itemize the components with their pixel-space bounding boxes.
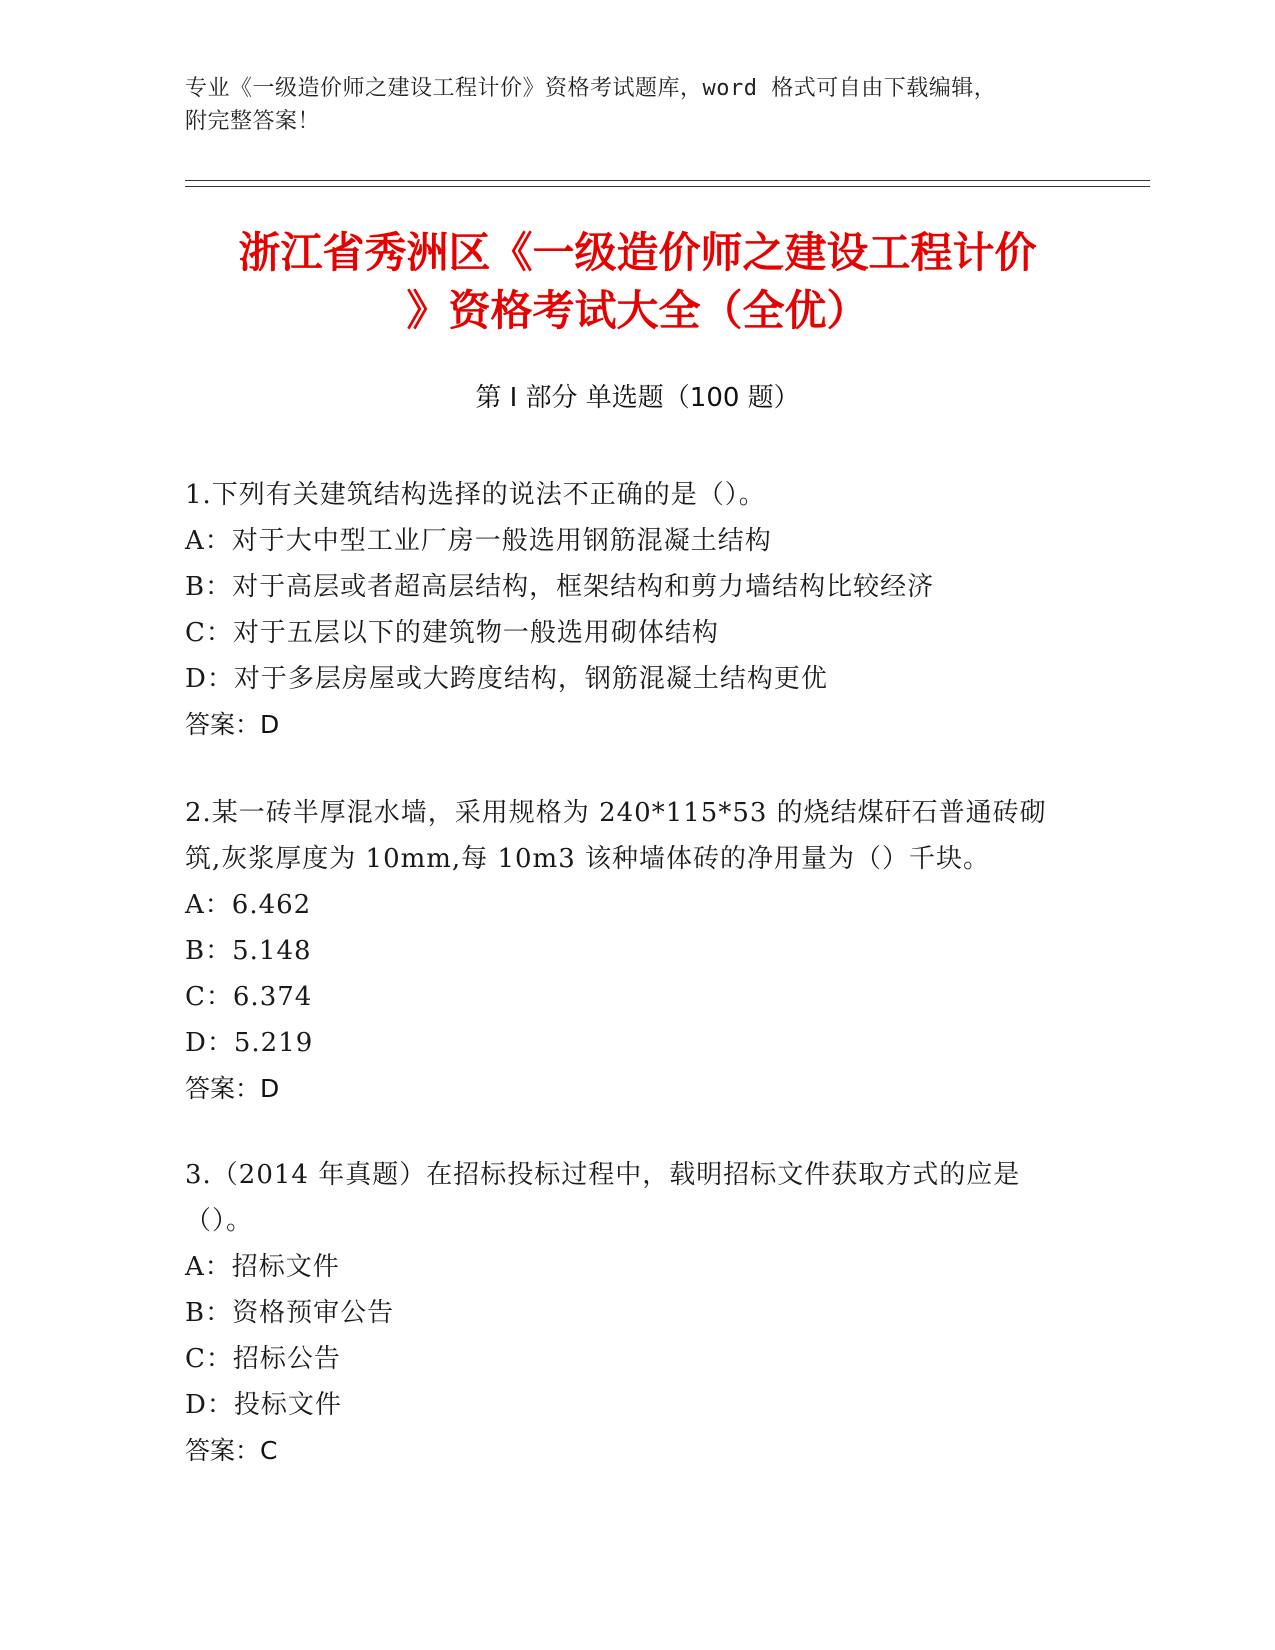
- section-title: 第 I 部分 单选题（100 题）: [475, 383, 800, 413]
- document-title-line: 》资格考试大全（全优）: [406, 286, 869, 335]
- document-title-line: 浙江省秀洲区《一级造价师之建设工程计价: [238, 228, 1037, 277]
- header-note-line: 附完整答案！: [185, 109, 321, 134]
- question-stem: 1.下列有关建筑结构选择的说法不正确的是（）。: [185, 480, 766, 510]
- question-block: [185, 472, 1105, 748]
- option-a: A：招标文件: [185, 1252, 340, 1282]
- option-c: C：招标公告: [185, 1344, 341, 1374]
- answer-text: 答案：D: [185, 710, 280, 739]
- option-c: C：对于五层以下的建筑物一般选用砌体结构: [185, 618, 719, 648]
- option-d: D：对于多层房屋或大跨度结构，钢筋混凝土结构更优: [185, 664, 828, 694]
- option-c: C：6.374: [185, 982, 313, 1012]
- header-note: [185, 72, 1085, 138]
- answer-text: 答案：C: [185, 1436, 278, 1465]
- option-b: B：5.148: [185, 936, 312, 966]
- option-a: A：6.462: [185, 890, 312, 920]
- divider-line: [185, 186, 1150, 187]
- question-stem: （）。: [185, 1206, 254, 1236]
- question-block: [185, 1152, 1105, 1474]
- option-d: D：5.219: [185, 1028, 314, 1058]
- question-stem: 筑,灰浆厚度为 10mm,每 10m3 该种墙体砖的净用量为（）千块。: [185, 844, 990, 874]
- question-stem: 3.（2014 年真题）在招标投标过程中，载明招标文件获取方式的应是: [185, 1160, 1021, 1190]
- question-stem: 2.某一砖半厚混水墙，采用规格为 240*115*53 的烧结煤矸石普通砖砌: [185, 798, 1047, 828]
- divider-line: [185, 180, 1150, 181]
- option-b: B：资格预审公告: [185, 1298, 395, 1328]
- header-note-line: 专业《一级造价师之建设工程计价》资格考试题库，word 格式可自由下载编辑，: [185, 76, 997, 101]
- option-b: B：对于高层或者超高层结构，框架结构和剪力墙结构比较经济: [185, 572, 935, 602]
- answer-text: 答案：D: [185, 1074, 280, 1103]
- option-a: A：对于大中型工业厂房一般选用钢筋混凝土结构: [185, 526, 772, 556]
- question-block: [185, 790, 1105, 1112]
- option-d: D：投标文件: [185, 1390, 342, 1420]
- document-title: [120, 224, 1155, 340]
